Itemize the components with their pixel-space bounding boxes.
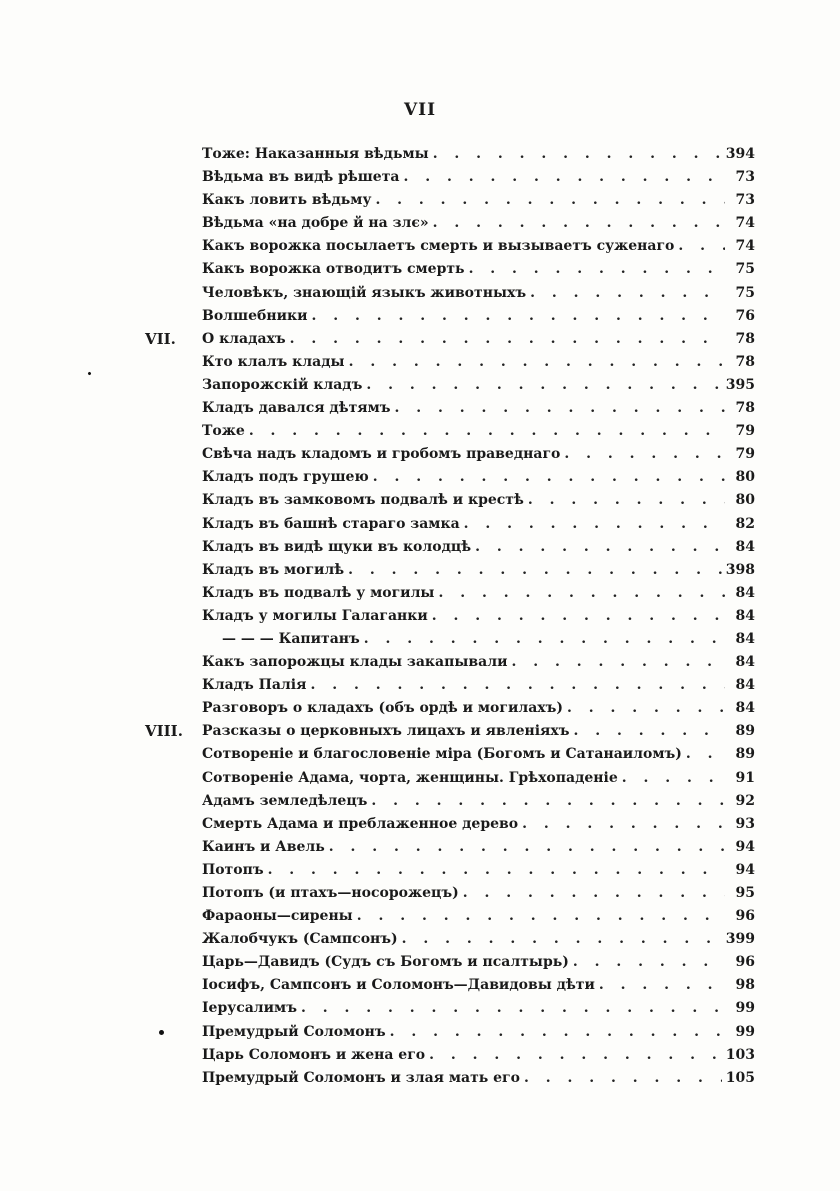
toc-entry — [145, 305, 755, 328]
dot-leader — [438, 582, 725, 605]
toc-entry-page: 84 — [735, 700, 755, 717]
toc-entry — [145, 997, 755, 1020]
toc-entry-page: 99 — [735, 1023, 755, 1040]
dot-leader — [375, 189, 725, 212]
toc-entry — [145, 582, 755, 605]
toc-entry-page: 75 — [735, 261, 755, 278]
toc-entry — [145, 166, 755, 189]
dot-leader — [290, 328, 725, 351]
toc-entry — [145, 189, 755, 212]
dot-leader — [433, 143, 722, 166]
dot-leader — [373, 466, 725, 489]
toc-entry-title: Фараоны—сирены — [202, 908, 353, 925]
toc-entry-page: 75 — [735, 284, 755, 301]
ink-speck — [159, 1030, 164, 1035]
toc-entry-title: Разсказы о церковныхъ лицахъ и явленіяхъ — [202, 723, 570, 740]
toc-entry-title: Кладъ въ башнѣ стараго замка — [202, 515, 460, 532]
toc-entry-title: Кладъ у могилы Галаганки — [202, 607, 428, 624]
toc-entry — [145, 1067, 755, 1090]
toc-entry-title: Кладъ въ замковомъ подвалѣ и крестѣ — [202, 492, 524, 509]
toc-entry-title: Запорожскій кладъ — [202, 376, 363, 393]
toc-entry-title: Какъ запорожцы клады закапывали — [202, 654, 508, 671]
toc-entry-title: Потопъ — [202, 861, 264, 878]
toc-entry-title: Премудрый Соломонъ — [202, 1023, 386, 1040]
dot-leader — [573, 720, 725, 743]
toc-entry-title: Смерть Адама и преблаженное дерево — [202, 815, 519, 832]
toc-entry — [145, 397, 755, 420]
toc-entry-page: 74 — [735, 215, 755, 232]
toc-entry-page: 99 — [735, 1000, 755, 1017]
dot-leader — [395, 397, 725, 420]
toc-entry — [145, 674, 755, 697]
toc-entry — [145, 559, 755, 582]
toc-entry-page: 84 — [735, 630, 755, 647]
ink-speck — [87, 371, 91, 375]
toc-entry-page: 91 — [735, 769, 755, 786]
toc-entry-page: 84 — [735, 677, 755, 694]
toc-entry-title: Кто клалъ клады — [202, 353, 345, 370]
toc-entry-page: 93 — [735, 815, 755, 832]
toc-entry-page: 74 — [735, 238, 755, 255]
toc-entry-page: 84 — [735, 607, 755, 624]
dot-leader — [390, 1021, 725, 1044]
toc-entry-title: Вѣдьма «на добре й на злє» — [202, 215, 429, 232]
dot-leader — [429, 1044, 722, 1067]
toc-entry-page: 399 — [725, 931, 755, 948]
toc-entry — [145, 790, 755, 813]
toc-entry-title: Іерусалимъ — [202, 1000, 297, 1017]
toc-entry — [145, 489, 755, 512]
toc-entry-title: Кладъ давался дѣтямъ — [202, 400, 391, 417]
toc-entry-title: Каинъ и Авель — [202, 838, 325, 855]
toc-entry-title: Жалобчукъ (Сампсонъ) — [202, 931, 398, 948]
dot-leader — [301, 997, 725, 1020]
toc-entry-page: 89 — [735, 746, 755, 763]
toc-entry-page: 79 — [735, 446, 755, 463]
toc-entry — [145, 882, 755, 905]
toc-entry-page: 103 — [725, 1046, 755, 1063]
toc-entry-title: Человѣкъ, знающій языкъ животныхъ — [202, 284, 527, 301]
toc-entry — [145, 536, 755, 559]
toc-entry-title: Какъ ловить вѣдьму — [202, 192, 372, 209]
toc-entry-page: 84 — [735, 654, 755, 671]
toc-entry-title: Волшебники — [202, 307, 308, 324]
toc-entry-page: 98 — [735, 977, 755, 994]
toc-entry-title: Какъ ворожка отводитъ смерть — [202, 261, 465, 278]
toc-entry-title: Тоже: Наказанныя вѣдьмы — [202, 146, 429, 162]
dot-leader — [402, 928, 722, 951]
toc-entry-title: Кладъ въ видѣ щуки въ колодцѣ — [202, 538, 472, 555]
toc-entry-title: Іосифъ, Сампсонъ и Соломонъ—Давидовы дѣти — [202, 977, 595, 994]
dot-leader — [573, 951, 725, 974]
dot-leader — [678, 235, 725, 258]
toc-entry-title: — — — Капитанъ — [222, 630, 360, 647]
toc-entry — [145, 420, 755, 443]
toc-entry — [145, 374, 755, 397]
toc-entry — [145, 697, 755, 720]
toc-section-number: VII. — [145, 329, 176, 348]
toc-entry-page: 89 — [735, 723, 755, 740]
toc-entry-title: Потопъ (и птахъ—носорожецъ) — [202, 885, 459, 901]
dot-leader — [432, 605, 725, 628]
toc-entry — [145, 1021, 755, 1044]
toc-entry-title: Сотвореніе Адама, чорта, женщины. Грѣхопаденіе — [202, 769, 618, 786]
toc-entry-title: Свѣча надъ кладомъ и гробомъ праведнаго — [202, 446, 561, 463]
toc-entry — [145, 720, 755, 743]
toc-entry-title: Тоже — [202, 423, 245, 440]
toc-entry — [145, 743, 755, 766]
toc-entry — [145, 466, 755, 489]
toc-entry-page: 84 — [735, 584, 755, 601]
toc-entry-page: 395 — [725, 376, 755, 393]
toc-entry-page: 92 — [735, 792, 755, 809]
toc-entry-page: 80 — [735, 492, 755, 509]
toc-entry — [145, 974, 755, 997]
toc-entry — [145, 651, 755, 674]
toc-entry-page: 82 — [735, 515, 755, 532]
dot-leader — [469, 258, 725, 281]
toc-entry — [145, 235, 755, 258]
dot-leader — [464, 513, 725, 536]
dot-leader — [329, 836, 725, 859]
toc-entry-page: 78 — [735, 330, 755, 347]
toc-entry-page: 96 — [735, 908, 755, 925]
toc-section-number: VIII. — [145, 722, 183, 741]
dot-leader — [530, 282, 725, 305]
toc-entry — [145, 328, 755, 351]
toc-entry — [145, 351, 755, 374]
toc-entry — [145, 859, 755, 882]
toc-entry-title: Сотвореніе и благословеніе міра (Богомъ и Сатанаиломъ) — [202, 746, 682, 763]
toc-entry-page: 94 — [735, 838, 755, 855]
dot-leader — [524, 1067, 722, 1090]
dot-leader — [622, 767, 725, 790]
dot-leader — [348, 559, 722, 582]
dot-leader — [522, 813, 725, 836]
toc-entry-page: 394 — [725, 146, 755, 162]
toc-entry — [145, 628, 755, 651]
dot-leader — [511, 651, 725, 674]
toc-entry-page: 76 — [735, 307, 755, 324]
toc-entry — [145, 813, 755, 836]
toc-entry — [145, 605, 755, 628]
dot-leader — [364, 628, 725, 651]
dot-leader — [463, 882, 725, 905]
dot-leader — [311, 305, 725, 328]
toc-entry-title: Кладъ въ могилѣ — [202, 561, 345, 578]
toc-entry — [145, 143, 755, 166]
toc-entry-page: 73 — [735, 169, 755, 186]
toc-entry — [145, 513, 755, 536]
dot-leader — [599, 974, 725, 997]
toc-entry-title: Царь—Давидъ (Судъ съ Богомъ и псалтырь) — [202, 954, 569, 971]
dot-leader — [357, 905, 725, 928]
toc-entry — [145, 1044, 755, 1067]
toc-entry-page: 95 — [735, 885, 755, 901]
dot-leader — [564, 443, 725, 466]
toc-entry-page: 78 — [735, 353, 755, 370]
toc-entry — [145, 951, 755, 974]
toc-entry-page: 79 — [735, 423, 755, 440]
toc-entry-title: Царь Соломонъ и жена его — [202, 1046, 426, 1063]
dot-leader — [403, 166, 725, 189]
toc-entry — [145, 905, 755, 928]
toc-entry-title: Кладъ подъ грушею — [202, 469, 369, 486]
toc-entry-page: 94 — [735, 861, 755, 878]
dot-leader — [268, 859, 725, 882]
dot-leader — [433, 212, 725, 235]
toc-entry — [145, 443, 755, 466]
dot-leader — [249, 420, 725, 443]
toc-entry — [145, 258, 755, 281]
toc-entry-title: О кладахъ — [202, 330, 286, 347]
toc-entry — [145, 767, 755, 790]
dot-leader — [366, 374, 721, 397]
toc-entry-page: 78 — [735, 400, 755, 417]
toc-entry-title: Вѣдьма въ видѣ рѣшета — [202, 169, 400, 186]
toc-entry-page: 80 — [735, 469, 755, 486]
toc-entry-title: Кладъ въ подвалѣ у могилы — [202, 584, 435, 601]
toc-entry — [145, 282, 755, 305]
dot-leader — [371, 790, 725, 813]
dot-leader — [310, 674, 725, 697]
toc-entry-title: Какъ ворожка посылаетъ смерть и вызываетъ суженаго — [202, 238, 675, 255]
dot-leader — [528, 489, 725, 512]
toc-entry-page: 398 — [725, 561, 755, 578]
dot-leader — [349, 351, 725, 374]
page-number: VII — [403, 100, 437, 120]
toc-entry-page: 96 — [735, 954, 755, 971]
toc-entry-title: Адамъ земледѣлецъ — [202, 792, 368, 809]
dot-leader — [686, 743, 725, 766]
toc-entry-title: Разговоръ о кладахъ (объ ордѣ и могилахъ) — [202, 700, 564, 717]
toc-entry-title: Премудрый Соломонъ и злая мать его — [202, 1069, 520, 1086]
table-of-contents — [145, 143, 755, 1090]
toc-entry-title: Кладъ Палія — [202, 677, 307, 694]
toc-entry-page: 73 — [735, 192, 755, 209]
dot-leader — [567, 697, 725, 720]
toc-entry — [145, 928, 755, 951]
toc-entry-page: 84 — [735, 538, 755, 555]
toc-entry — [145, 836, 755, 859]
toc-entry-page: 105 — [725, 1069, 755, 1086]
toc-entry — [145, 212, 755, 235]
dot-leader — [475, 536, 725, 559]
